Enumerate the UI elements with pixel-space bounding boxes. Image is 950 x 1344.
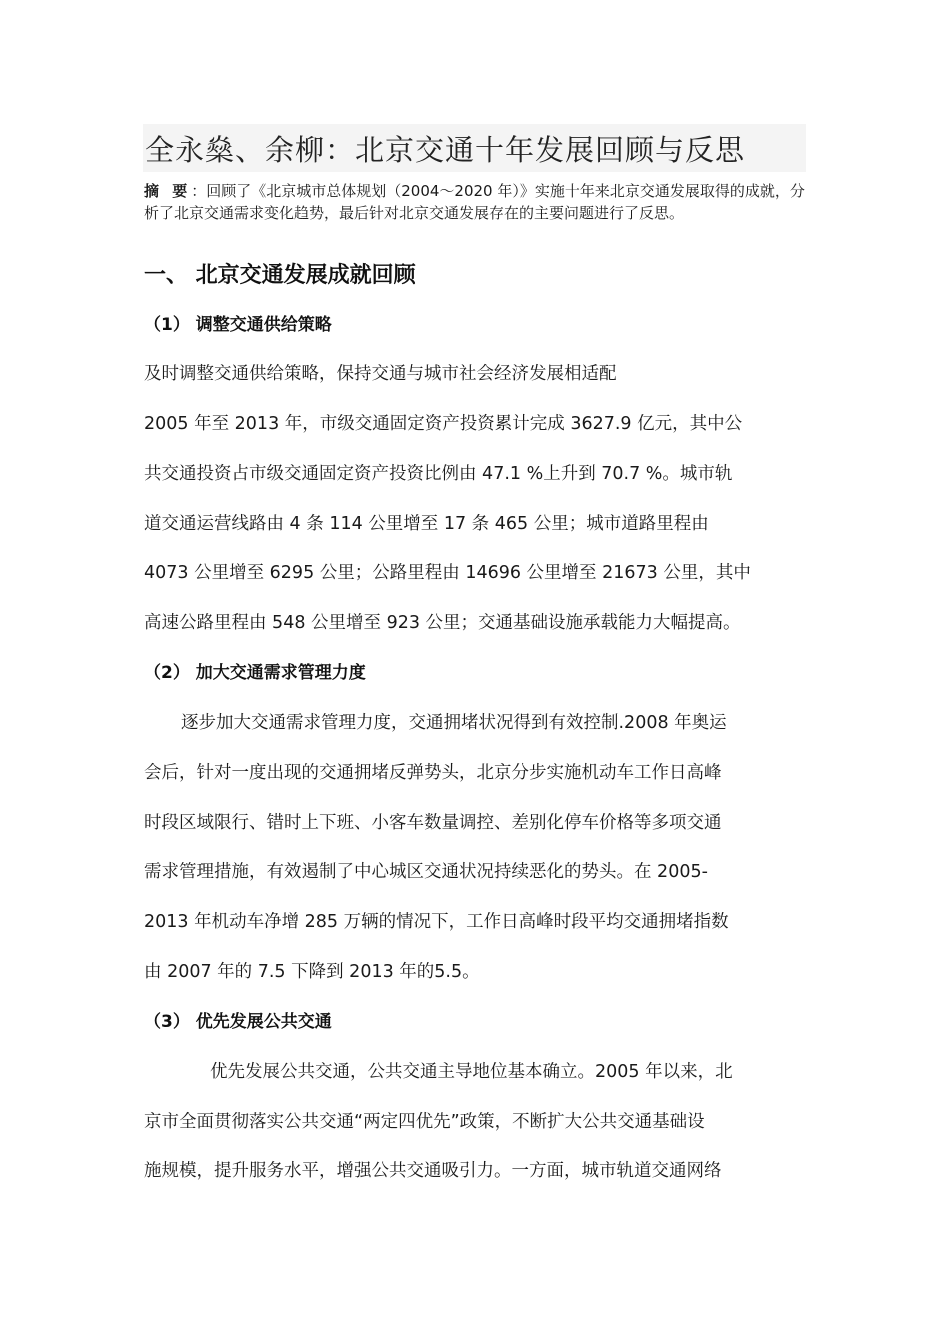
- paragraph-line: 2005 年至 2013 年，市级交通固定资产投资累计完成 3627.9 亿元，其中公: [144, 414, 743, 434]
- paragraph-line: 高速公路里程由 548 公里增至 923 公里；交通基础设施承载能力大幅提高。: [144, 613, 741, 633]
- paragraph-line: 会后，针对一度出现的交通拥堵反弹势头，北京分步实施机动车工作日高峰: [144, 763, 722, 783]
- paragraph-line: 2013 年机动车净增 285 万辆的情况下，工作日高峰时段平均交通拥堵指数: [144, 912, 729, 932]
- paragraph-line: 共交通投资占市级交通固定资产投资比例由 47.1 %上升到 70.7 %。城市轨: [144, 464, 733, 484]
- paragraph-line: 道交通运营线路由 4 条 114 公里增至 17 条 465 公里；城市道路里程由: [144, 514, 709, 534]
- abstract: [144, 180, 808, 224]
- abstract-text: ：回顾了《北京城市总体规划（2004～2020 年）》实施十年来北京交通发展取得的成就，分析了北京交通需求变化趋势，最后针对北京交通发展存在的主要问题进行了反思。: [144, 182, 805, 222]
- paragraph-line: 4073 公里增至 6295 公里；公路里程由 14696 公里增至 21673 公里，其中: [144, 563, 751, 583]
- paragraph-line: 京市全面贯彻落实公共交通“两定四优先”政策，不断扩大公共交通基础设: [144, 1112, 705, 1132]
- subsection-heading-1: （1） 调整交通供给策略: [144, 315, 332, 335]
- paragraph-line: 由 2007 年的 7.5 下降到 2013 年的5.5。: [144, 962, 480, 982]
- subsection-heading-2: （2） 加大交通需求管理力度: [144, 663, 366, 683]
- section-heading: 一、 北京交通发展成就回顾: [144, 263, 416, 288]
- paragraph-line: 逐步加大交通需求管理力度，交通拥堵状况得到有效控制.2008 年奥运: [181, 713, 727, 733]
- paragraph-line: 需求管理措施，有效遏制了中心城区交通状况持续恶化的势头。在 2005-: [144, 862, 708, 882]
- abstract-label: 摘 要: [144, 182, 192, 200]
- paragraph-line: 优先发展公共交通，公共交通主导地位基本确立。2005 年以来，北: [210, 1062, 733, 1082]
- paragraph-line: 时段区域限行、错时上下班、小客车数量调控、差别化停车价格等多项交通: [144, 813, 722, 833]
- article-title: 全永燊、余柳：北京交通十年发展回顾与反思: [145, 133, 746, 167]
- paragraph-line: 及时调整交通供给策略，保持交通与城市社会经济发展相适配: [144, 364, 617, 384]
- subsection-heading-3: （3） 优先发展公共交通: [144, 1012, 332, 1032]
- paragraph-line: 施规模，提升服务水平，增强公共交通吸引力。一方面，城市轨道交通网络: [144, 1161, 722, 1181]
